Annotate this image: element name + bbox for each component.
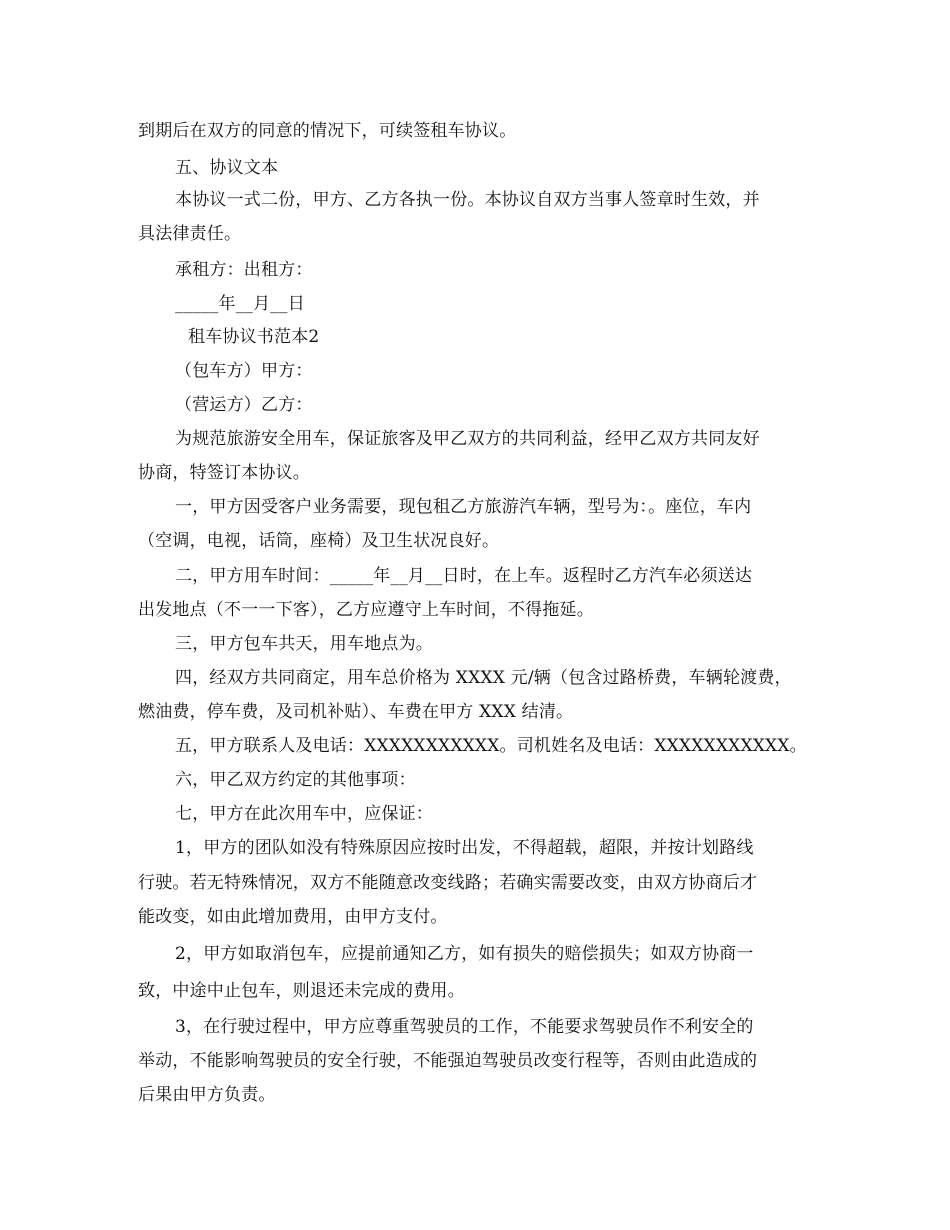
document-title: 租车协议书范本2	[188, 327, 320, 347]
text-line: 致，中途中止包车，则退还未完成的费用。	[138, 981, 465, 1001]
clause-4: 四，经双方共同商定，用车总价格为 XXXX 元/辆（包含过路桥费，车辆轮渡费，	[175, 668, 792, 688]
clause-5: 五，甲方联系人及电话：XXXXXXXXXXX。司机姓名及电话：XXXXXXXXXXX。	[175, 736, 807, 756]
date-line: _____年__月__日	[175, 294, 305, 314]
text-line: 行驶。若无特殊情况，双方不能随意改变线路；若确实需要改变，由双方协商后才	[138, 873, 758, 893]
party-b-label: （营运方）乙方：	[175, 395, 313, 415]
text-line: 能改变，如由此增加费用，由甲方支付。	[138, 907, 448, 927]
text-line: 具法律责任。	[138, 224, 242, 244]
text-line: 协商，特签订本协议。	[138, 463, 310, 483]
party-a-label: （包车方）甲方：	[175, 361, 313, 381]
text-line: 燃油费，停车费，及司机补贴）、车费在甲方 XXX 结清。	[138, 702, 574, 722]
subclause-1: 1，甲方的团队如没有特殊原因应按时出发，不得超载，超限，并按计划路线	[175, 838, 754, 858]
signature-parties: 承租方：出租方：	[175, 260, 313, 280]
subclause-3: 3，在行驶过程中，甲方应尊重驾驶员的工作，不能要求驾驶员作不利安全的	[175, 1017, 754, 1037]
clause-1: 一，甲方因受客户业务需要，现包租乙方旅游汽车辆，型号为：。座位，车内	[175, 497, 752, 517]
subclause-2: 2，甲方如取消包车，应提前通知乙方，如有损失的赔偿损失；如双方协商一	[175, 944, 754, 964]
section-heading: 五、协议文本	[175, 158, 279, 178]
clause-6: 六，甲乙双方约定的其他事项：	[175, 770, 416, 790]
text-line: 到期后在双方的同意的情况下，可续签租车协议。	[138, 121, 517, 141]
text-line: 举动，不能影响驾驶员的安全行驶，不能强迫驾驶员改变行程等，否则由此造成的	[138, 1051, 758, 1071]
text-line: （空调，电视，话筒，座椅）及卫生状况良好。	[138, 531, 500, 551]
text-line: 后果由甲方负责。	[138, 1085, 276, 1105]
text-line: 出发地点（不一一下客），乙方应遵守上车时间，不得拖延。	[138, 600, 594, 620]
clause-3: 三，甲方包车共天，用车地点为。	[175, 634, 433, 654]
clause-2: 二，甲方用车时间：_____年__月__日时，在上车。返程时乙方汽车必须送达	[175, 566, 753, 586]
text-line: 本协议一式二份，甲方、乙方各执一份。本协议自双方当事人签章时生效，并	[175, 190, 760, 210]
text-line: 为规范旅游安全用车，保证旅客及甲乙双方的共同利益，经甲乙双方共同友好	[175, 429, 760, 449]
clause-7: 七，甲方在此次用车中，应保证：	[175, 804, 433, 824]
